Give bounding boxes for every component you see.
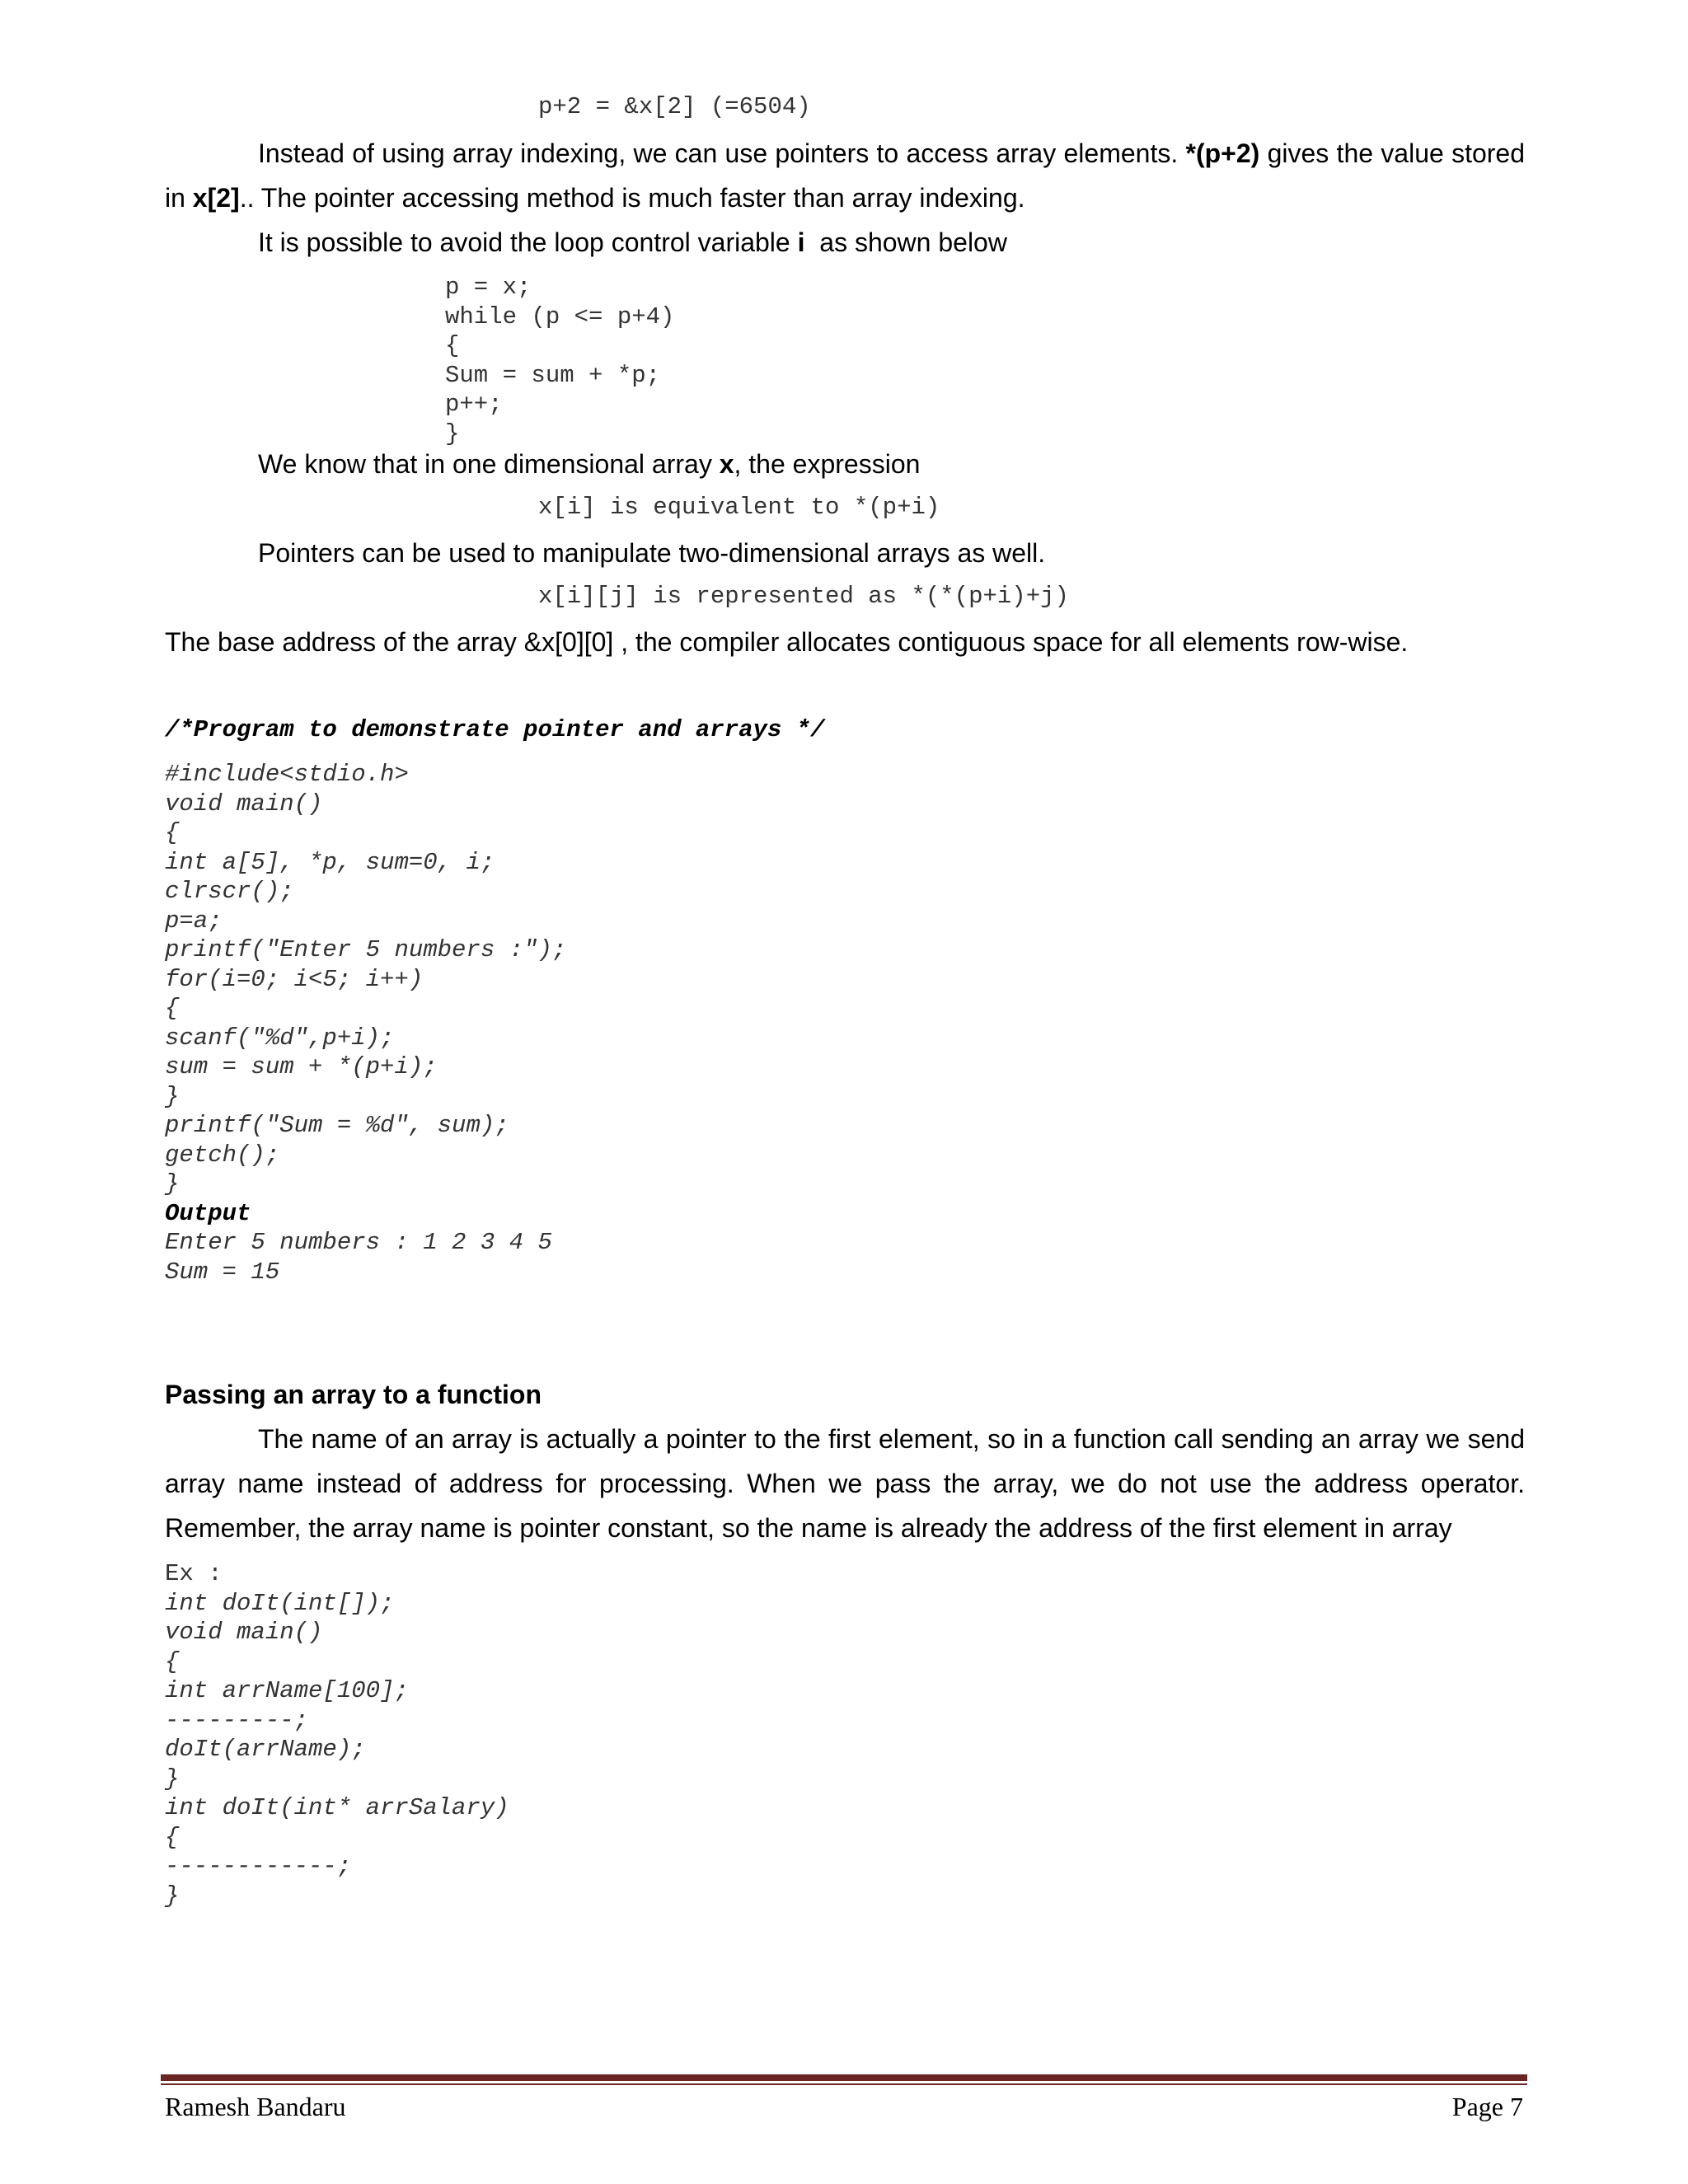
code-block-example — [165, 1559, 509, 1910]
example-label: Ex : — [165, 1560, 223, 1587]
code-line: getch(); — [165, 1141, 280, 1169]
text-span: , the expression — [734, 449, 921, 479]
program-title: /*Program to demonstrate pointer and arrays */ — [165, 716, 825, 743]
paragraph-two-dimensional: Pointers can be used to manipulate two-dimensional arrays as well. — [258, 538, 1046, 568]
code-line: scanf("%d",p+i); — [165, 1024, 395, 1052]
bold-span: x[2] — [192, 183, 240, 213]
bold-span: *(p+2) — [1185, 138, 1260, 168]
code-line: doIt(arrName); — [165, 1736, 366, 1763]
code-line: } — [445, 419, 460, 448]
code-line: p=a; — [165, 907, 223, 935]
text-span: It is possible to avoid the loop control variable — [258, 227, 798, 257]
code-line: ------------; — [165, 1853, 352, 1880]
code-line: } — [165, 1082, 180, 1110]
code-line: p = x; — [445, 274, 532, 301]
code-line: p++; — [445, 391, 503, 418]
section-paragraph-line3: Remember, the array name is pointer constant, so the name is already the address of the first element in array — [165, 1513, 1452, 1543]
code-line: } — [165, 1170, 180, 1197]
code-expression-equivalence: x[i] is equivalent to *(p+i) — [538, 494, 940, 521]
code-line: clrscr(); — [165, 878, 294, 905]
code-line: { — [165, 819, 180, 846]
text-span: We know that in one dimensional array — [258, 449, 720, 479]
bold-span: i — [797, 227, 805, 257]
output-line: Sum = 15 — [165, 1258, 280, 1286]
section-paragraph-line1: The name of an array is actually a pointer to the first element, so in a function call sending an array we send — [258, 1424, 1525, 1454]
section-paragraph-line2: array name instead of address for processing. When we pass the array, we do not use the address operator. — [165, 1469, 1525, 1498]
code-line: printf("Enter 5 numbers :"); — [165, 936, 567, 963]
code-line: void main() — [165, 1619, 323, 1646]
paragraph-one-dimensional — [258, 442, 920, 486]
code-line-pointer-offset: p+2 = &x[2] (=6504) — [538, 93, 811, 120]
text-span: gives the value stored — [1259, 138, 1526, 168]
code-line: { — [165, 995, 180, 1022]
output-label: Output — [165, 1199, 251, 1227]
code-line: sum = sum + *(p+i); — [165, 1053, 438, 1080]
code-line: int a[5], *p, sum=0, i; — [165, 848, 495, 876]
code-line: void main() — [165, 790, 323, 818]
code-line: } — [165, 1765, 180, 1793]
code-line: { — [445, 332, 460, 359]
code-line: int doIt(int[]); — [165, 1589, 395, 1617]
text-span: .. The pointer accessing method is much faster than array indexing. — [239, 183, 1025, 213]
text-span: Instead of using array indexing, we can use pointers to access array elements. — [258, 138, 1186, 168]
code-line: { — [165, 1823, 180, 1851]
code-line: int doIt(int* arrSalary) — [165, 1794, 509, 1821]
code-line: #include<stdio.h> — [165, 761, 409, 788]
footer-page-number: Page 7 — [1451, 2092, 1523, 2121]
text-span: in — [165, 183, 193, 213]
footer-rule — [161, 2074, 1527, 2081]
paragraph-pointer-access-line1 — [258, 131, 1525, 176]
footer-rule-thin — [161, 2083, 1527, 2085]
code-line: } — [165, 1882, 180, 1910]
output-line: Enter 5 numbers : 1 2 3 4 5 — [165, 1229, 552, 1256]
code-block-while-loop — [445, 273, 674, 448]
paragraph-pointer-access-line2 — [165, 176, 1025, 220]
paragraph-avoid-loop-variable — [258, 220, 1007, 265]
code-line: while (p <= p+4) — [445, 302, 675, 330]
section-heading: Passing an array to a function — [165, 1380, 542, 1409]
footer-author: Ramesh Bandaru — [165, 2092, 346, 2121]
code-line: printf("Sum = %d", sum); — [165, 1112, 509, 1139]
code-line: Sum = sum + *p; — [445, 361, 661, 389]
paragraph-base-address: The base address of the array &x[0][0] , the compiler allocates contiguous space for all elements row-wise. — [165, 627, 1409, 657]
code-line: int arrName[100]; — [165, 1677, 409, 1704]
code-block-program — [165, 760, 566, 1286]
bold-span: x — [719, 449, 734, 479]
code-line: { — [165, 1647, 180, 1675]
code-expression-2d: x[i][j] is represented as *(*(p+i)+j) — [538, 583, 1069, 610]
code-line: ---------; — [165, 1706, 309, 1734]
code-line: for(i=0; i<5; i++) — [165, 965, 424, 993]
text-span: as shown below — [804, 227, 1007, 257]
